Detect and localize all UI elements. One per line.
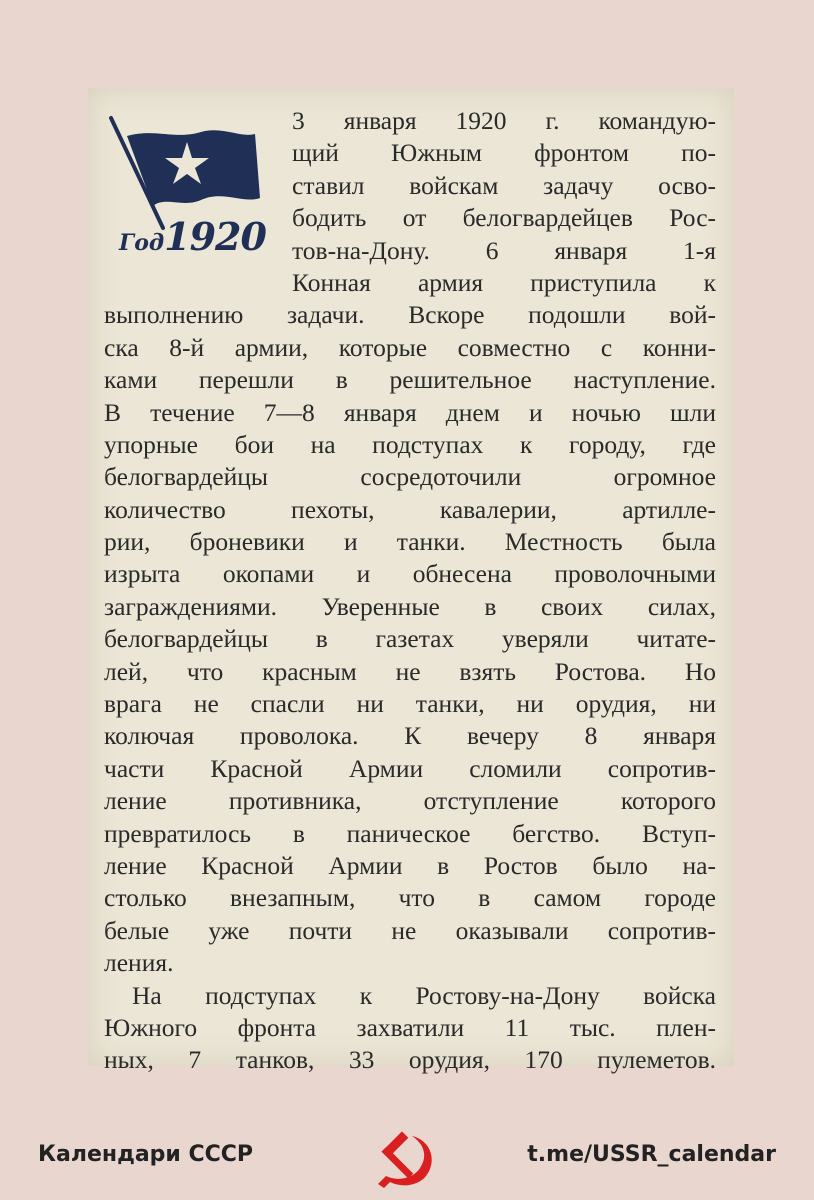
article-line: На подступах к Ростову-на-Дону войска [132, 980, 716, 1010]
article-line: ками перешли в решительное наступление. [104, 365, 716, 395]
article-line: упорные бои на подступах к городу, где [104, 429, 716, 459]
article-line: превратилось в паническое бегство. Вступ- [104, 818, 716, 848]
article-line: количество пехоты, кавалерии, артилле- [104, 494, 716, 524]
article-line: тов-на-Дону. 6 января 1-я [292, 235, 716, 265]
article-line: ление противника, отступление которого [104, 786, 716, 816]
emblem-word: Год [119, 230, 165, 256]
article-line: заграждениями. Уверенные в своих силах, [104, 591, 716, 621]
article-line: лей, что красным не взять Ростова. Но [104, 656, 716, 686]
article-line: врага не спасли ни танки, ни орудия, ни [104, 689, 716, 719]
article-line: выполнению задачи. Вскоре подошли вой- [104, 300, 716, 330]
article-line: Южного фронта захватили 11 тыс. плен- [104, 1012, 716, 1042]
article-line: В течение 7—8 января днем и ночью шли [104, 397, 716, 427]
article-line: ных, 7 танков, 33 орудия, 170 пулеметов. [104, 1045, 716, 1075]
article-line: белые уже почти не оказывали сопротив- [104, 915, 716, 945]
article-line: щий Южным фронтом по- [292, 138, 716, 168]
article-line: столько внезапным, что в самом городе [104, 883, 716, 913]
article-line: части Красной Армии сломили сопротив- [104, 753, 716, 783]
article-line: 3 января 1920 г. командую- [292, 106, 716, 135]
article-text [104, 105, 716, 1077]
article-line: белогвардейцы сосредоточили огромное [104, 462, 716, 492]
article-line: Конная армия приступила к [292, 267, 716, 297]
article-line: рии, броневики и танки. Местность была [104, 527, 716, 557]
emblem-year-number: 1920 [164, 214, 266, 259]
footer-link[interactable]: t.me/USSR_calendar [527, 1142, 776, 1167]
article-line: ска 8-й армии, которые совместно с конни- [104, 332, 716, 362]
article-line: бодить от белогвардейцев Рос- [292, 203, 716, 233]
article-line: ставил войскам задачу осво- [292, 170, 716, 200]
article-line: белогвардейцы в газетах уверяли читате- [104, 624, 716, 654]
article-line: колючая проволока. К вечеру 8 января [104, 721, 716, 751]
article-line: изрыта окопами и обнесена проволочными [104, 559, 716, 589]
footer-source-label: Календари СССР [38, 1142, 254, 1167]
footer [0, 1130, 814, 1180]
hammer-and-sickle-icon [372, 1130, 442, 1190]
article-line: ление Красной Армии в Ростов было на- [104, 850, 716, 880]
article-line: ления. [104, 948, 174, 978]
